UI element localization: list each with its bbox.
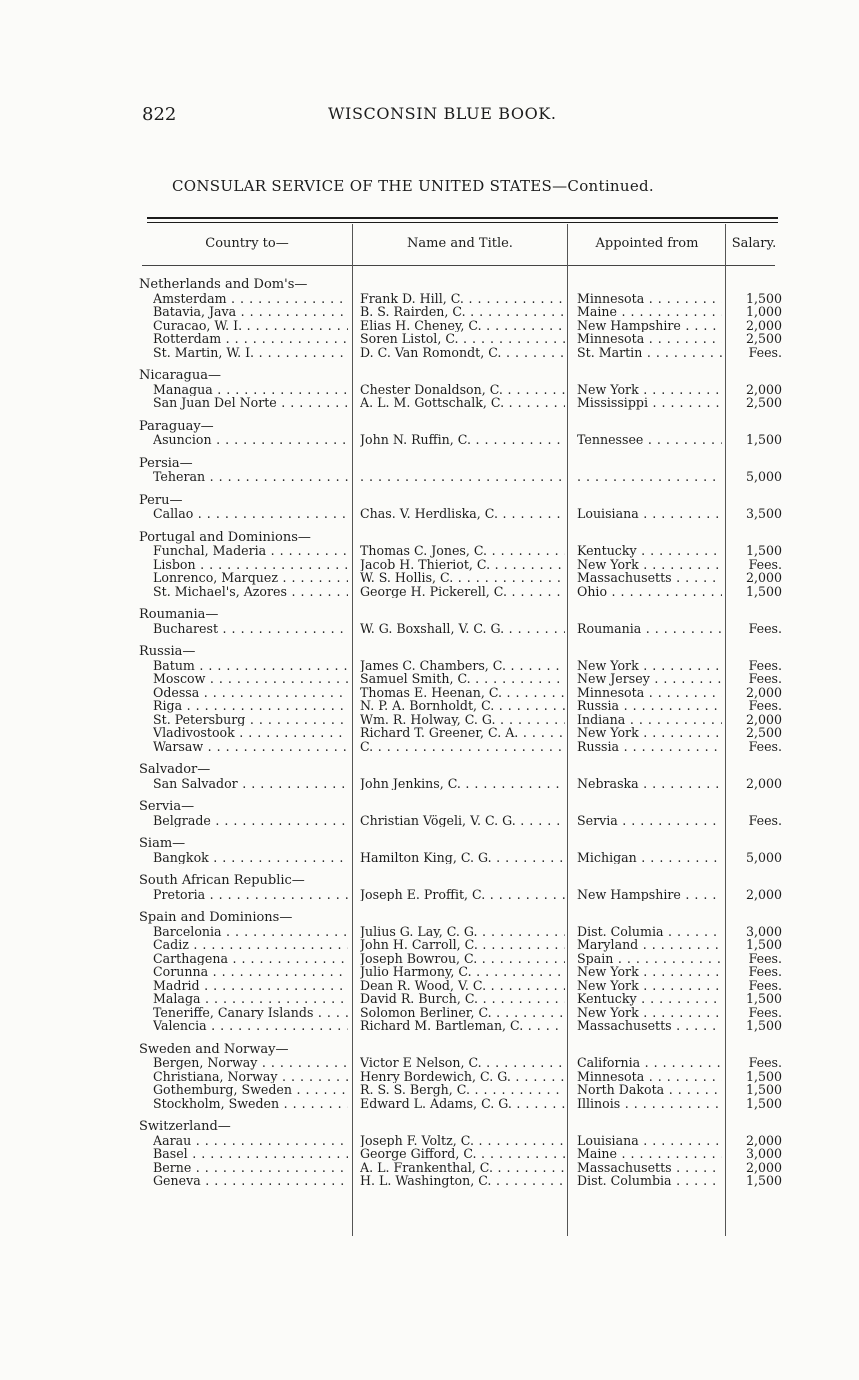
consul-name: Samuel Smith, C. . . .: [360, 672, 565, 686]
post-city: Belgrade . . .: [153, 814, 348, 828]
consul-name: Joseph Bowrou, C. . . .: [360, 952, 565, 966]
table-row: [0, 1019, 859, 1033]
post-city: St. Martin, W. I. . . .: [153, 346, 348, 360]
salary-value: 1,500: [745, 1018, 782, 1033]
table-row: [0, 396, 859, 410]
consul-name: A. L. Frankenthal, C. . . .: [360, 1161, 565, 1175]
country-group: [0, 457, 859, 484]
column-header-salary: Salary.: [731, 236, 777, 251]
consul-name: Chester Donaldson, C. . . .: [360, 383, 565, 397]
table-row: [0, 938, 859, 952]
table-row: [0, 851, 859, 865]
appointed-from: New Hampshire . . .: [577, 888, 722, 902]
table-row: [0, 332, 859, 346]
consul-name: Richard M. Bartleman, C. . . .: [360, 1019, 565, 1033]
post-city: Teneriffe, Canary Islands . . .: [153, 1006, 348, 1020]
appointed-from: Minnesota . . .: [577, 292, 722, 306]
appointed-from: Minnesota . . .: [577, 332, 722, 346]
salary-value: Fees.: [748, 556, 782, 572]
appointed-from: New York . . .: [577, 383, 722, 397]
appointed-from: Illinois . . .: [577, 1097, 722, 1111]
post-city: Lonrenco, Marquez . . .: [153, 571, 348, 585]
consul-name: Dean R. Wood, V. C. . . .: [360, 979, 565, 993]
country-heading: Portugal and Dominions—: [139, 529, 311, 545]
appointed-from: Maine . . .: [577, 305, 722, 319]
table-row: [0, 659, 859, 673]
table-row: [0, 777, 859, 791]
appointed-from: Russia . . .: [577, 740, 722, 754]
consul-name: W. S. Hollis, C. . . .: [360, 571, 565, 585]
country-heading: Siam—: [139, 836, 186, 851]
salary-value: 2,500: [745, 725, 782, 740]
salary-value: 2,000: [745, 684, 782, 700]
post-city: Basel . . .: [153, 1147, 348, 1161]
table-row: [0, 346, 859, 360]
table-row: [0, 992, 859, 1006]
consul-name: Thomas C. Jones, C. . . .: [360, 544, 565, 558]
post-city: Amsterdam . . .: [153, 292, 348, 306]
salary-value: 1,000: [745, 304, 782, 319]
consul-name: George Gifford, C. . . .: [360, 1147, 565, 1161]
consul-name: James C. Chambers, C. . . .: [360, 659, 565, 673]
post-city: Pretoria . . .: [153, 888, 348, 902]
post-city: Riga . . .: [153, 699, 348, 713]
country-heading: Servia—: [139, 799, 195, 814]
salary-value: 3,000: [745, 1146, 782, 1161]
consul-name: D. C. Van Romondt, C. . . .: [360, 346, 565, 360]
table-row: [0, 1006, 859, 1020]
salary-value: 2,000: [745, 775, 782, 791]
appointed-from: Minnesota . . .: [577, 1070, 722, 1084]
appointed-from: Tennessee . . .: [577, 433, 722, 447]
consul-name: Jacob H. Thieriot, C. . . .: [360, 558, 565, 572]
appointed-from: Ohio . . .: [577, 585, 722, 599]
consul-name: Soren Listol, C. . . .: [360, 332, 565, 346]
consul-name: R. S. S. Bergh, C. . . .: [360, 1083, 565, 1097]
country-heading: Sweden and Norway—: [139, 1041, 289, 1057]
appointed-from: Dist. Columbia . . .: [577, 1174, 722, 1188]
post-city: Christiana, Norway . . .: [153, 1070, 348, 1084]
appointed-from: Massachusetts . . .: [577, 571, 722, 585]
consul-name: C. . . .: [360, 740, 565, 754]
consul-name: Hamilton King, C. G. . . .: [360, 851, 565, 865]
appointed-from: New York . . .: [577, 1006, 722, 1020]
column-header-country: Country to—: [205, 236, 289, 251]
salary-value: 5,000: [745, 469, 782, 484]
appointed-from: Spain . . .: [577, 952, 722, 966]
appointed-from: California . . .: [577, 1056, 722, 1070]
country-group: [0, 278, 859, 359]
appointed-from: [577, 470, 722, 484]
salary-value: 1,500: [745, 937, 782, 952]
appointed-from: Louisiana . . .: [577, 1134, 722, 1148]
table-row: [0, 699, 859, 713]
salary-value: 1,500: [745, 432, 782, 447]
country-group: [0, 800, 859, 827]
appointed-from: New York . . .: [577, 965, 722, 979]
salary-value: Fees.: [748, 671, 782, 686]
table-row: [0, 622, 859, 636]
country-group: [0, 837, 859, 864]
salary-value: 3,500: [745, 506, 782, 521]
country-heading: Salvador—: [139, 762, 211, 777]
salary-value: 2,000: [745, 1159, 782, 1175]
salary-value: 1,500: [745, 1068, 782, 1084]
table-row: [0, 1083, 859, 1097]
table-row: [0, 952, 859, 966]
table-row: [0, 544, 859, 558]
post-city: Odessa . . .: [153, 686, 348, 700]
header-rule: [142, 265, 775, 266]
consul-name: W. G. Boxshall, V. C. G. . . .: [360, 622, 565, 636]
salary-value: Fees.: [748, 738, 782, 754]
table-row: [0, 470, 859, 484]
country-heading: Switzerland—: [139, 1119, 231, 1134]
consul-name: David R. Burch, C. . . .: [360, 992, 565, 1006]
table-row: [0, 1134, 859, 1148]
table-row: [0, 305, 859, 319]
appointed-from: Roumania . . .: [577, 622, 722, 636]
salary-value: 1,500: [745, 1173, 782, 1188]
salary-value: 1,500: [745, 1082, 782, 1097]
post-city: St. Michael's, Azores . . .: [153, 585, 348, 599]
country-heading: Paraguay—: [139, 418, 214, 434]
table-row: [0, 319, 859, 333]
post-city: Malaga . . .: [153, 992, 348, 1006]
salary-value: 2,000: [745, 886, 782, 902]
country-heading: Roumania—: [139, 607, 219, 622]
post-city: Moscow . . .: [153, 672, 348, 686]
post-city: Vladivostook . . .: [153, 726, 348, 740]
post-city: Bucharest . . .: [153, 622, 348, 636]
country-heading: Peru—: [139, 492, 183, 508]
appointed-from: New Jersey . . .: [577, 672, 722, 686]
country-group: [0, 494, 859, 521]
table-row: [0, 979, 859, 993]
table-row: [0, 1161, 859, 1175]
salary-value: 1,500: [745, 991, 782, 1006]
post-city: Stockholm, Sweden . . .: [153, 1097, 348, 1111]
appointed-from: Indiana . . .: [577, 713, 722, 727]
post-city: Gothemburg, Sweden . . .: [153, 1083, 348, 1097]
salary-value: 2,000: [745, 711, 782, 727]
consul-name: [360, 470, 565, 484]
table-row: [0, 1070, 859, 1084]
consul-name: John H. Carroll, C. . . .: [360, 938, 565, 952]
post-city: Lisbon . . .: [153, 558, 348, 572]
appointed-from: Massachusetts . . .: [577, 1019, 722, 1033]
top-rule-thick: [147, 217, 778, 219]
country-group: [0, 420, 859, 447]
consul-name: Thomas E. Heenan, C. . . .: [360, 686, 565, 700]
country-heading: Netherlands and Dom's—: [139, 277, 308, 292]
salary-value: Fees.: [748, 657, 782, 673]
table-row: [0, 713, 859, 727]
table-row: [0, 571, 859, 585]
consul-name: Joseph F. Voltz, C. . . .: [360, 1134, 565, 1148]
consul-name: George H. Pickerell, C. . . .: [360, 585, 565, 599]
salary-value: 2,000: [745, 317, 782, 333]
table-row: [0, 585, 859, 599]
table-row: [0, 925, 859, 939]
post-city: Berne . . .: [153, 1161, 348, 1175]
table-row: [0, 292, 859, 306]
post-city: Warsaw . . .: [153, 740, 348, 754]
appointed-from: New York . . .: [577, 979, 722, 993]
table-row: [0, 672, 859, 686]
running-title: WISCONSIN BLUE BOOK.: [328, 104, 557, 123]
table-row: [0, 740, 859, 754]
table-row: [0, 507, 859, 521]
table-row: [0, 1174, 859, 1188]
post-city: Funchal, Maderia . . .: [153, 544, 348, 558]
salary-value: 1,500: [745, 583, 782, 599]
post-city: Geneva . . .: [153, 1174, 348, 1188]
salary-value: 2,000: [745, 1132, 782, 1148]
post-city: San Salvador . . .: [153, 777, 348, 791]
consul-name: Edward L. Adams, C. G. . . .: [360, 1097, 565, 1111]
salary-value: Fees.: [748, 344, 782, 360]
table-row: [0, 1097, 859, 1111]
country-group: [0, 369, 859, 410]
salary-value: 2,500: [745, 395, 782, 410]
consul-name: Henry Bordewich, C. G. . . .: [360, 1070, 565, 1084]
country-group: [0, 531, 859, 599]
consul-name: Wm. R. Holway, C. G. . . .: [360, 713, 565, 727]
post-city: Callao . . .: [153, 507, 348, 521]
table-row: [0, 1056, 859, 1070]
salary-value: Fees.: [748, 620, 782, 636]
post-city: Valencia . . .: [153, 1019, 348, 1033]
salary-value: Fees.: [748, 977, 782, 993]
post-city: Aarau . . .: [153, 1134, 348, 1148]
country-group: [0, 608, 859, 635]
consular-table-body: [0, 278, 859, 1198]
table-row: [0, 814, 859, 828]
country-heading: Spain and Dominions—: [139, 910, 293, 925]
table-row: [0, 433, 859, 447]
appointed-from: New York . . .: [577, 558, 722, 572]
country-heading: Russia—: [139, 644, 196, 659]
consul-name: Christian Vögeli, V. C. G. . . .: [360, 814, 565, 828]
appointed-from: St. Martin . . .: [577, 346, 722, 360]
country-heading: South African Republic—: [139, 873, 305, 888]
post-city: Madrid . . .: [153, 979, 348, 993]
salary-value: Fees.: [748, 812, 782, 828]
table-row: [0, 726, 859, 740]
consul-name: Victor E Nelson, C. . . .: [360, 1056, 565, 1070]
salary-value: 5,000: [745, 849, 782, 865]
appointed-from: Massachusetts . . .: [577, 1161, 722, 1175]
salary-value: Fees.: [748, 1004, 782, 1020]
consul-name: Elias H. Cheney, C. . . .: [360, 319, 565, 333]
consul-name: Chas. V. Herdliska, C. . . .: [360, 507, 565, 521]
salary-value: 3,000: [745, 923, 782, 939]
consul-name: Julio Harmony, C. . . .: [360, 965, 565, 979]
post-city: Curacao, W. I. . . .: [153, 319, 348, 333]
appointed-from: Kentucky . . .: [577, 992, 722, 1006]
column-header-appointed: Appointed from: [595, 236, 699, 251]
salary-value: Fees.: [748, 950, 782, 966]
appointed-from: Michigan . . .: [577, 851, 722, 865]
country-group: [0, 1120, 859, 1188]
table-row: [0, 1147, 859, 1161]
country-group: [0, 1043, 859, 1111]
appointed-from: Kentucky . . .: [577, 544, 722, 558]
consul-name: Richard T. Greener, C. A. . . .: [360, 726, 565, 740]
consul-name: Julius G. Lay, C. G. . . .: [360, 925, 565, 939]
table-row: [0, 888, 859, 902]
post-city: Cadiz . . .: [153, 938, 348, 952]
post-city: San Juan Del Norte . . .: [153, 396, 348, 410]
page-number: 822: [142, 104, 177, 125]
country-heading: Persia—: [139, 455, 193, 471]
post-city: St. Petersburg . . .: [153, 713, 348, 727]
column-header-name: Name and Title.: [407, 236, 513, 251]
appointed-from: New York . . .: [577, 659, 722, 673]
table-row: [0, 686, 859, 700]
appointed-from: New Hampshire . . .: [577, 319, 722, 333]
salary-value: 1,500: [745, 290, 782, 306]
country-group: [0, 911, 859, 1033]
salary-value: 2,000: [745, 381, 782, 397]
post-city: Rotterdam . . .: [153, 332, 348, 346]
consul-name: John Jenkins, C. . . .: [360, 777, 565, 791]
post-city: Carthagena . . .: [153, 952, 348, 966]
consul-name: B. S. Rairden, C. . . .: [360, 305, 565, 319]
post-city: Teheran . . .: [153, 470, 348, 484]
salary-value: Fees.: [748, 1055, 782, 1070]
post-city: Batavia, Java . . .: [153, 305, 348, 319]
appointed-from: Russia . . .: [577, 699, 722, 713]
appointed-from: Louisiana . . .: [577, 507, 722, 521]
post-city: Batum . . .: [153, 659, 348, 673]
country-group: [0, 874, 859, 901]
consul-name: Joseph E. Proffit, C. . . .: [360, 888, 565, 902]
appointed-from: North Dakota . . .: [577, 1083, 722, 1097]
post-city: Asuncion . . .: [153, 433, 348, 447]
consul-name: A. L. M. Gottschalk, C. . . .: [360, 396, 565, 410]
consul-name: John N. Ruffin, C. . . .: [360, 433, 565, 447]
country-group: [0, 645, 859, 753]
country-heading: Nicaragua—: [139, 368, 221, 383]
appointed-from: Servia . . .: [577, 814, 722, 828]
appointed-from: Dist. Columia . . .: [577, 925, 722, 939]
country-group: [0, 763, 859, 790]
consul-name: N. P. A. Bornholdt, C. . . .: [360, 699, 565, 713]
post-city: Managua . . .: [153, 383, 348, 397]
consul-name: Solomon Berliner, C. . . .: [360, 1006, 565, 1020]
appointed-from: Mississippi . . .: [577, 396, 722, 410]
consul-name: H. L. Washington, C. . . .: [360, 1174, 565, 1188]
appointed-from: Minnesota . . .: [577, 686, 722, 700]
salary-value: Fees.: [748, 964, 782, 979]
appointed-from: Maryland . . .: [577, 938, 722, 952]
appointed-from: Nebraska . . .: [577, 777, 722, 791]
salary-value: 1,500: [745, 543, 782, 558]
post-city: Bergen, Norway . . .: [153, 1056, 348, 1070]
post-city: Corunna . . .: [153, 965, 348, 979]
salary-value: 1,500: [745, 1095, 782, 1111]
post-city: Bangkok . . .: [153, 851, 348, 865]
appointed-from: Maine . . .: [577, 1147, 722, 1161]
table-row: [0, 558, 859, 572]
table-title: CONSULAR SERVICE OF THE UNITED STATES—Continued.: [172, 177, 654, 195]
appointed-from: New York . . .: [577, 726, 722, 740]
top-rule-thin: [147, 222, 778, 223]
consul-name: Frank D. Hill, C. . . .: [360, 292, 565, 306]
table-row: [0, 965, 859, 979]
table-row: [0, 383, 859, 397]
salary-value: 2,500: [745, 331, 782, 346]
salary-value: 2,000: [745, 570, 782, 585]
post-city: Barcelonia . . .: [153, 925, 348, 939]
salary-value: Fees.: [748, 698, 782, 713]
